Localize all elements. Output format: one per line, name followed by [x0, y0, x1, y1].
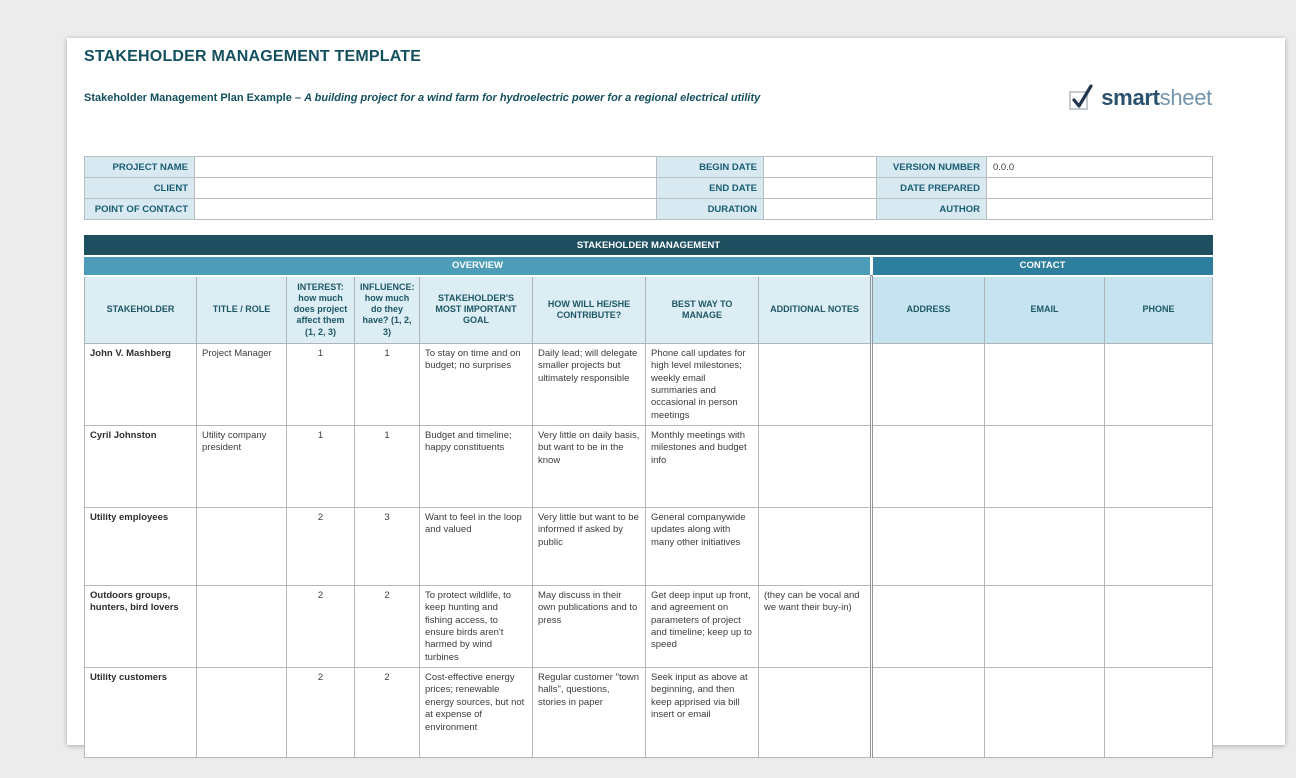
cell-title-role[interactable]: [197, 586, 287, 668]
cell-title-role[interactable]: Utility company president: [197, 426, 287, 508]
author-field[interactable]: [987, 199, 1213, 220]
logo-text-smart: smart: [1101, 85, 1160, 110]
cell-stakeholder[interactable]: John V. Mashberg: [85, 344, 197, 426]
cell-contribute[interactable]: Regular customer "town halls", questions, stories in paper: [533, 668, 646, 758]
cell-address[interactable]: [872, 668, 985, 758]
cell-phone[interactable]: [1105, 426, 1213, 508]
column-header-best-way-to-manage: BEST WAY TO MANAGE: [646, 276, 759, 344]
cell-interest[interactable]: 2: [287, 508, 355, 586]
table-title: STAKEHOLDER MANAGEMENT: [85, 236, 1213, 256]
info-row: [85, 178, 1213, 199]
point-of-contact-field[interactable]: [195, 199, 657, 220]
cell-contribute[interactable]: Very little on daily basis, but want to be in the know: [533, 426, 646, 508]
overview-band: OVERVIEW: [85, 256, 872, 276]
table-row: [85, 344, 1213, 426]
begin-date-label: BEGIN DATE: [657, 157, 764, 178]
cell-email[interactable]: [985, 508, 1105, 586]
cell-interest[interactable]: 1: [287, 344, 355, 426]
table-row: [85, 668, 1213, 758]
table-row: [85, 508, 1213, 586]
table-header-row: [85, 276, 1213, 344]
column-header-influence: INFLUENCE: how much do they have? (1, 2, 3): [355, 276, 420, 344]
cell-address[interactable]: [872, 426, 985, 508]
cell-important-goal[interactable]: To stay on time and on budget; no surprises: [420, 344, 533, 426]
document-page: [67, 38, 1285, 745]
duration-field[interactable]: [764, 199, 877, 220]
table-body: [85, 344, 1213, 758]
cell-influence[interactable]: 1: [355, 344, 420, 426]
cell-important-goal[interactable]: Budget and timeline; happy constituents: [420, 426, 533, 508]
cell-title-role[interactable]: Project Manager: [197, 344, 287, 426]
cell-interest[interactable]: 2: [287, 668, 355, 758]
column-header-title-role: TITLE / ROLE: [197, 276, 287, 344]
cell-additional-notes[interactable]: (they can be vocal and we want their buy-in): [759, 586, 872, 668]
end-date-field[interactable]: [764, 178, 877, 199]
cell-address[interactable]: [872, 508, 985, 586]
client-label: CLIENT: [85, 178, 195, 199]
project-info-panel: [84, 156, 1213, 220]
cell-best-way-to-manage[interactable]: Get deep input up front, and agreement on parameters of project and timeline; keep up to speed: [646, 586, 759, 668]
point-of-contact-label: POINT OF CONTACT: [85, 199, 195, 220]
column-header-contribute: HOW WILL HE/SHE CONTRIBUTE?: [533, 276, 646, 344]
column-header-interest: INTEREST: how much does project affect them (1, 2, 3): [287, 276, 355, 344]
cell-influence[interactable]: 2: [355, 586, 420, 668]
client-field[interactable]: [195, 178, 657, 199]
duration-label: DURATION: [657, 199, 764, 220]
cell-title-role[interactable]: [197, 668, 287, 758]
cell-stakeholder[interactable]: Utility employees: [85, 508, 197, 586]
column-header-important-goal: STAKEHOLDER'S MOST IMPORTANT GOAL: [420, 276, 533, 344]
cell-best-way-to-manage[interactable]: Phone call updates for high level milestones; weekly email summaries and occasional in person meetings: [646, 344, 759, 426]
cell-best-way-to-manage[interactable]: General companywide updates along with many other initiatives: [646, 508, 759, 586]
cell-influence[interactable]: 1: [355, 426, 420, 508]
cell-important-goal[interactable]: Cost-effective energy prices; renewable energy sources, but not at expense of environment: [420, 668, 533, 758]
stakeholder-table: [84, 235, 1213, 758]
column-header-phone: PHONE: [1105, 276, 1213, 344]
date-prepared-field[interactable]: [987, 178, 1213, 199]
end-date-label: END DATE: [657, 178, 764, 199]
page-title: STAKEHOLDER MANAGEMENT TEMPLATE: [84, 48, 422, 65]
table-row: [85, 586, 1213, 668]
group-band-row: [85, 256, 1213, 276]
project-name-field[interactable]: [195, 157, 657, 178]
column-header-address: ADDRESS: [872, 276, 985, 344]
cell-stakeholder[interactable]: Outdoors groups, hunters, bird lovers: [85, 586, 197, 668]
cell-stakeholder[interactable]: Cyril Johnston: [85, 426, 197, 508]
cell-phone[interactable]: [1105, 344, 1213, 426]
info-row: [85, 199, 1213, 220]
cell-interest[interactable]: 2: [287, 586, 355, 668]
logo-text-sheet: sheet: [1159, 85, 1212, 110]
cell-important-goal[interactable]: To protect wildlife, to keep hunting and fishing access, to ensure birds aren't harmed by wind turbines: [420, 586, 533, 668]
subtitle-italic: A building project for a wind farm for hydroelectric power for a regional electrical utility: [304, 92, 761, 104]
cell-contribute[interactable]: May discuss in their own publications and to press: [533, 586, 646, 668]
project-name-label: PROJECT NAME: [85, 157, 195, 178]
version-number-label: VERSION NUMBER: [877, 157, 987, 178]
page-subtitle: [84, 92, 1212, 104]
author-label: AUTHOR: [877, 199, 987, 220]
cell-influence[interactable]: 2: [355, 668, 420, 758]
cell-additional-notes[interactable]: [759, 344, 872, 426]
cell-title-role[interactable]: [197, 508, 287, 586]
cell-phone[interactable]: [1105, 668, 1213, 758]
column-header-additional-notes: ADDITIONAL NOTES: [759, 276, 872, 344]
subtitle-plain: Stakeholder Management Plan Example –: [84, 92, 305, 104]
column-header-email: EMAIL: [985, 276, 1105, 344]
table-title-row: [85, 236, 1213, 256]
cell-contribute[interactable]: Very little but want to be informed if asked by public: [533, 508, 646, 586]
cell-address[interactable]: [872, 586, 985, 668]
cell-stakeholder[interactable]: Utility customers: [85, 668, 197, 758]
cell-email[interactable]: [985, 426, 1105, 508]
cell-best-way-to-manage[interactable]: Seek input as above at beginning, and then keep apprised via bill insert or email: [646, 668, 759, 758]
cell-phone[interactable]: [1105, 508, 1213, 586]
cell-address[interactable]: [872, 344, 985, 426]
cell-contribute[interactable]: Daily lead; will delegate smaller projects but ultimately responsible: [533, 344, 646, 426]
begin-date-field[interactable]: [764, 157, 877, 178]
info-row: [85, 157, 1213, 178]
cell-additional-notes[interactable]: [759, 508, 872, 586]
cell-phone[interactable]: [1105, 586, 1213, 668]
cell-email[interactable]: [985, 668, 1105, 758]
cell-additional-notes[interactable]: [759, 426, 872, 508]
cell-influence[interactable]: 3: [355, 508, 420, 586]
date-prepared-label: DATE PREPARED: [877, 178, 987, 199]
version-number-field[interactable]: 0.0.0: [987, 157, 1213, 178]
cell-additional-notes[interactable]: [759, 668, 872, 758]
cell-best-way-to-manage[interactable]: Monthly meetings with milestones and budget info: [646, 426, 759, 508]
cell-email[interactable]: [985, 344, 1105, 426]
contact-band: CONTACT: [872, 256, 1213, 276]
cell-email[interactable]: [985, 586, 1105, 668]
table-row: [85, 426, 1213, 508]
column-header-stakeholder: STAKEHOLDER: [85, 276, 197, 344]
cell-interest[interactable]: 1: [287, 426, 355, 508]
cell-important-goal[interactable]: Want to feel in the loop and valued: [420, 508, 533, 586]
